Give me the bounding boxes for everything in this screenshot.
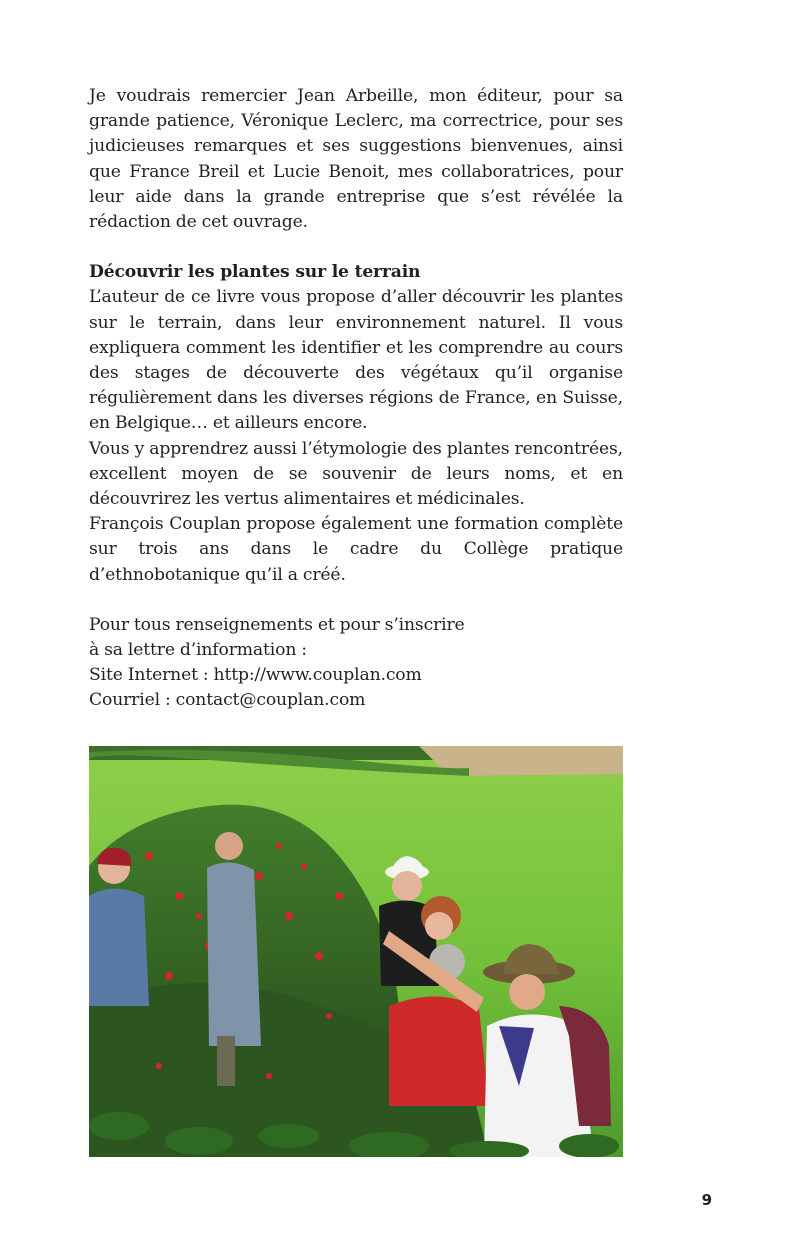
section-paragraph-3: François Couplan propose également une formation complète sur trois ans dans le cadre du Collège pratique d’ethnobotanique qu’il a créé. [89, 514, 623, 585]
page-body [89, 84, 623, 714]
contact-website: Site Internet : http://www.couplan.com [89, 665, 422, 686]
contact-line-1: Pour tous renseignements et pour s’inscrire [89, 614, 465, 635]
section-paragraph-1: L’auteur de ce livre vous propose d’aller découvrir les plantes sur le terrain, dans leur environnement naturel. Il vous expliquera comment les identifier et les comprendre au cours des stages de découverte des végétaux qu’il organise régulièrement dans les diverses régions de France, en Suisse, en Belgique… et ailleurs encore. [89, 287, 623, 434]
spacer [89, 235, 623, 260]
contact-line-2: à sa lettre d’information : [89, 640, 307, 661]
section-heading: Découvrir les plantes sur le terrain [89, 262, 421, 283]
contact-email: Courriel : contact@couplan.com [89, 690, 366, 711]
section-paragraph-2: Vous y apprendrez aussi l’étymologie des plantes rencontrées, excellent moyen de se souvenir de leurs noms, et en découvrirez les vertus alimentaires et médicinales. [89, 438, 623, 510]
field-photo [89, 746, 623, 1157]
acknowledgement-paragraph: Je voudrais remercier Jean Arbeille, mon éditeur, pour sa grande patience, Véronique Leclerc, ma correctrice, pour ses judicieuses remarques et ses suggestions bienvenues, ainsi que France Breil et Lucie Benoit, mes collaboratrices, pour leur aide dans la grande entreprise que s’est révélée la rédaction de cet ouvrage. [89, 86, 623, 233]
spacer [89, 588, 623, 613]
page-number: 9 [701, 1191, 712, 1209]
